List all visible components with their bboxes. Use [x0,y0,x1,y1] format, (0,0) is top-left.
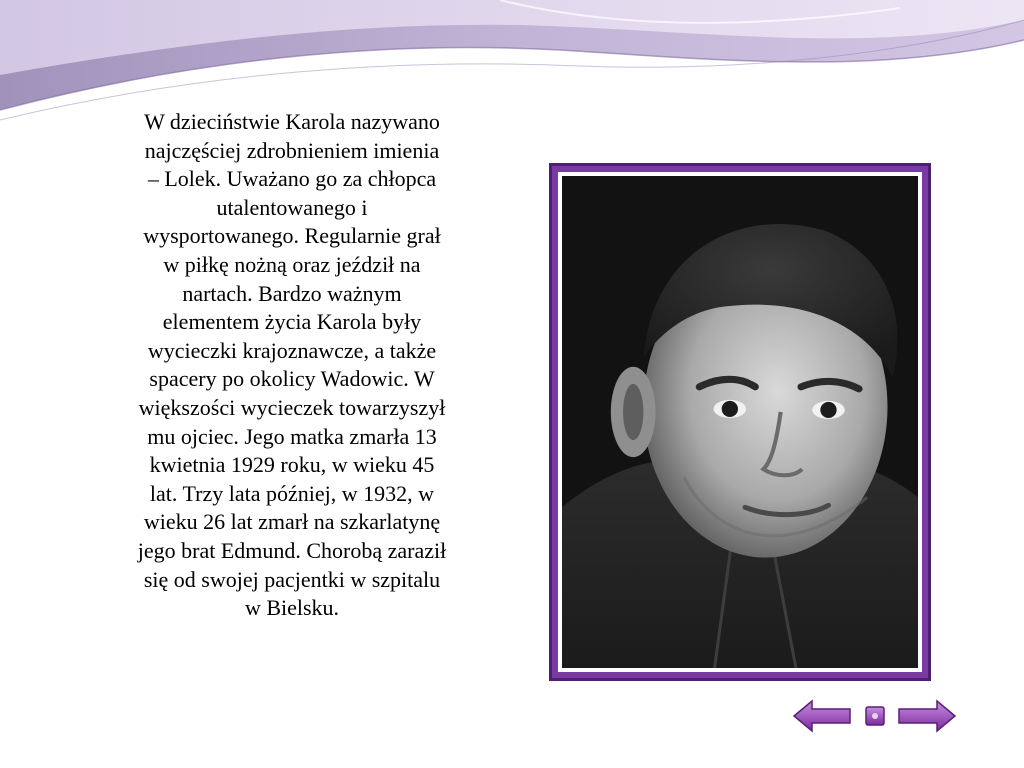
text-line: w Bielsku. [244,595,340,621]
text-line: lat. Trzy lata później, w 1932, w [149,480,435,506]
text-line: kwietnia 1929 roku, w wieku 45 [149,452,435,478]
portrait-frame [549,163,931,681]
text-line: – Lolek. Uważano go za chłopca [147,166,437,192]
text-line: nartach. Bardzo ważnym [182,280,402,306]
text-line: najczęściej zdrobnieniem imienia [144,137,440,163]
text-line: wycieczki krajoznawcze, a także [147,337,437,363]
home-button[interactable] [865,706,885,726]
text-line: utalentowanego i [216,194,368,220]
portrait-mat [558,172,922,672]
portrait-photo [562,176,918,668]
text-line: elementem życia Karola były [162,309,422,335]
text-line: spacery po okolicy Wadowic. W [149,366,435,392]
next-slide-button[interactable] [897,699,957,733]
slide-body-text [84,108,500,623]
text-line: W dzieciństwie Karola nazywano [144,109,440,134]
text-line: większości wycieczek towarzyszył [138,394,446,420]
previous-slide-button[interactable] [792,699,852,733]
text-line: jego brat Edmund. Chorobą zaraził [137,537,447,563]
arrow-right-icon [897,699,957,733]
text-line: w piłkę nożną oraz jeździł na [163,251,421,277]
text-line: wieku 26 lat zmarł na szkarlatynę [143,509,441,535]
text-line: wysportowanego. Regularnie grał [143,223,441,249]
portrait-illustration [562,176,918,668]
arrow-left-icon [792,699,852,733]
text-line: się od swojej pacjentki w szpitalu [143,566,441,592]
home-square-icon [865,706,885,726]
text-line: mu ojciec. Jego matka zmarła 13 [147,423,437,449]
